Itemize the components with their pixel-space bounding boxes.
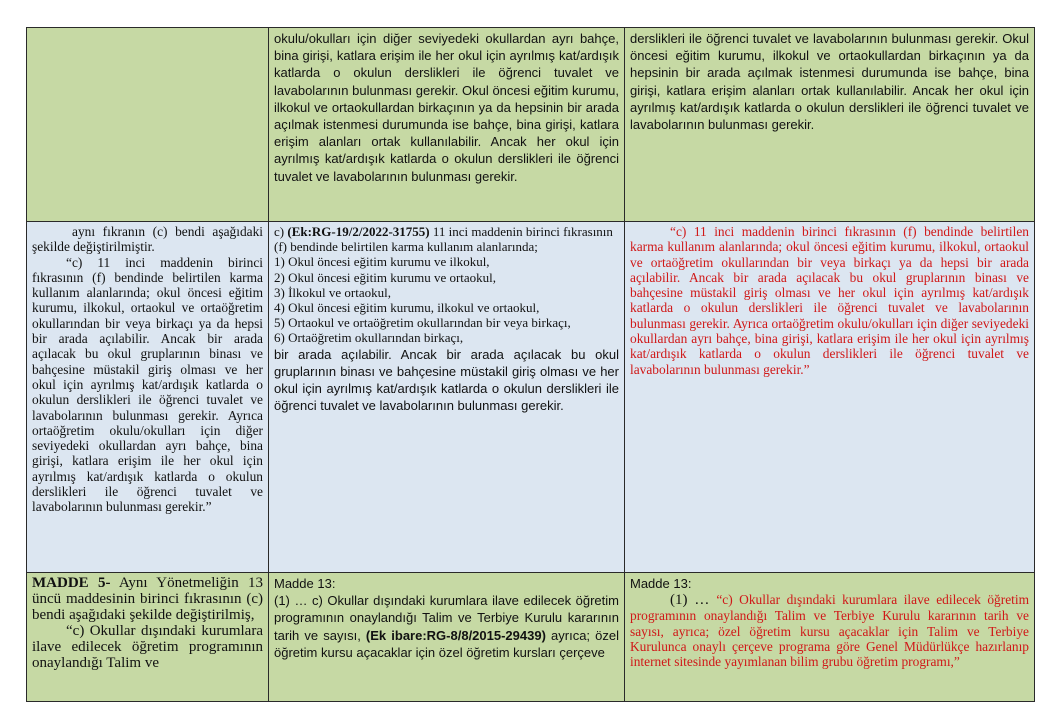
list-item: 1) Okul öncesi eğitim kurumu ve ilkokul, xyxy=(274,254,490,270)
cell-current-text xyxy=(269,222,625,573)
paragraph: bir arada açılabilir. Ancak bir arada açılacak bu okul gruplarının binası ve bahçesine müstakil giriş olması ve her okul için ayrılmış kat/ardışık katlarda o okulun derslikleri ile öğrenci tuvalet ve lavabolarının bulunması gerekir. xyxy=(274,346,619,414)
list xyxy=(274,254,619,345)
paragraph xyxy=(32,575,263,623)
paragraph: aynı fıkranın (c) bendi aşağıdaki şekilde değiştirilmiştir. xyxy=(32,224,263,255)
cell-old-text xyxy=(27,222,269,573)
amendment-reference: (Ek:RG-19/2/2022-31755) xyxy=(287,224,430,239)
paragraph xyxy=(274,224,619,254)
table-row xyxy=(27,573,1035,702)
paragraph: okulu/okulları için diğer seviyedeki okullardan ayrı bahçe, bina girişi, katlara erişim ile her okul için ayrılmış kat/ardışık katlarda o okulun derslikleri ile öğrenci tuvalet ve lavabolarının bulunması gerekir. Okul öncesi eğitim kurumu, ilkokul ve ortaokullardan birkaçının ya da hepsinin bir arada açılmak istenmesi durumunda ise bahçe, bina girişi, katlara erişim alanları ortak kullanılabilir. Ancak her okul için ayrılmış kat/ardışık katlarda o okulun derslikleri ile öğrenci tuvalet ve lavabolarının bulunması gerekir. xyxy=(274,31,619,184)
text: ayrıca; özel öğretim kursu açacaklar için özel öğretim kursları çerçeve xyxy=(274,627,619,660)
cell-current-text xyxy=(269,573,625,702)
cell-new-text xyxy=(625,222,1035,573)
text: (1) … xyxy=(670,592,717,609)
list-item: 3) İlkokul ve ortaokul, xyxy=(274,284,391,300)
table-row xyxy=(27,222,1035,573)
list-item: 4) Okul öncesi eğitim kurumu, ilkokul ve ortaokul, xyxy=(274,300,540,316)
article-heading: Madde 13: xyxy=(630,576,692,591)
list-item: 6) Ortaöğretim okullarından birkaçı, xyxy=(274,330,464,346)
cell-new-text xyxy=(625,28,1035,222)
text: Aynı Yönetmeliğin 13 üncü maddesinin birinci fıkrasının (c) bendi aşağıdaki şekilde değiştirilmiş, xyxy=(32,575,263,623)
paragraph: “c) 11 inci maddenin birinci fıkrasının (f) bendinde belirtilen karma kullanım alanlarında; okul öncesi eğitim kurumu, ilkokul, ortaokul ve ortaöğretim okullarından bir veya birkaçı ya da hepsi bir arada açılabilir. Ancak bir arada açılacak bu okul gruplarının binası ve bahçesine müstakil giriş olması ve her okul için ayrılmış kat/ardışık katlarda o okulun derslikleri ile öğrenci tuvalet ve lavabolarının bulunması gerekir. Ayrıca ortaöğretim okulu/okulları için diğer seviyedeki okullardan ayrı bahçe, bina girişi, katlara erişim ile her okul için ayrılmış kat/ardışık katlarda o okulun derslikleri ile öğrenci tuvalet ve lavabolarının bulunması gerekir.” xyxy=(630,224,1029,377)
paragraph xyxy=(630,592,1029,669)
text: 11 inci maddenin birinci fıkrasının (f) bendinde belirtilen karma kullanım alanlarında; xyxy=(274,224,613,255)
paragraph: “c) Okullar dışındaki kurumlara ilave edilecek öğretim programının onaylandığı Talim ve xyxy=(32,623,263,671)
article-heading: Madde 13: xyxy=(274,576,336,591)
text: “c) Okullar dışındaki kurumlara ilave edilecek öğretim programının onaylandığı Talim ve Terbiye Kurulu kararının tarih ve sayısı, ayrıca; özel öğretim kursu açacaklar için Talim ve Terbiye Kurulunca onaylı çerçeve programa göre Genel Müdürlükçe hazırlanıp internet sitesinde yayımlanan bilim grubu öğretim programı,” xyxy=(630,592,1029,670)
amendment-reference: (Ek ibare:RG-8/8/2015-29439) xyxy=(365,627,546,643)
comparison-table xyxy=(26,27,1035,702)
list-item: 2) Okul öncesi eğitim kurumu ve ortaokul, xyxy=(274,269,497,285)
table-row xyxy=(27,28,1035,222)
cell-new-text xyxy=(625,573,1035,702)
text: c) xyxy=(274,224,288,239)
text: (1) … c) Okullar dışındaki kurumlara ilave edilecek öğretim programının onaylandığı Talim ve Terbiye Kurulu kararının tarih ve sayısı, xyxy=(274,593,619,643)
cell-old-text xyxy=(27,573,269,702)
cell-current-text xyxy=(269,28,625,222)
article-number: MADDE 5- xyxy=(32,575,111,591)
paragraph: “c) 11 inci maddenin birinci fıkrasının (f) bendinde belirtilen karma kullanım alanlarında; okul öncesi eğitim kurumu, ilkokul, ortaokul ve ortaöğretim okullarından bir veya birkaçı ya da hepsi bir arada açılabilir. Ancak bir arada açılacak bu okul gruplarının binası ve bahçesine müstakil giriş olması ve her okul için ayrılmış kat/ardışık katlarda o okulun derslikleri ile öğrenci tuvalet ve lavabolarının bulunması gerekir. Ayrıca ortaöğretim okulu/okulları için diğer seviyedeki okullardan ayrı bahçe, bina girişi, katlara erişim ile her okul için ayrılmış kat/ardışık katlarda o okulun derslikleri ile öğrenci tuvalet ve lavabolarının bulunması gerekir.” xyxy=(32,254,263,515)
cell-old-text xyxy=(27,28,269,222)
paragraph: derslikleri ile öğrenci tuvalet ve lavabolarının bulunması gerekir. Okul öncesi eğitim kurumu, ilkokul ve ortaokullardan birkaçının ya da hepsinin bir arada açılmak istenmesi durumunda ise bahçe, bina girişi, katlara erişim alanları ortak kullanılabilir. Ancak her okul için ayrılmış kat/ardışık katlarda o okulun derslikleri ile öğrenci tuvalet ve lavabolarının bulunması gerekir. xyxy=(630,31,1029,133)
list-item: 5) Ortaokul ve ortaöğretim okullarından bir veya birkaçı, xyxy=(274,315,571,331)
paragraph xyxy=(274,592,619,661)
